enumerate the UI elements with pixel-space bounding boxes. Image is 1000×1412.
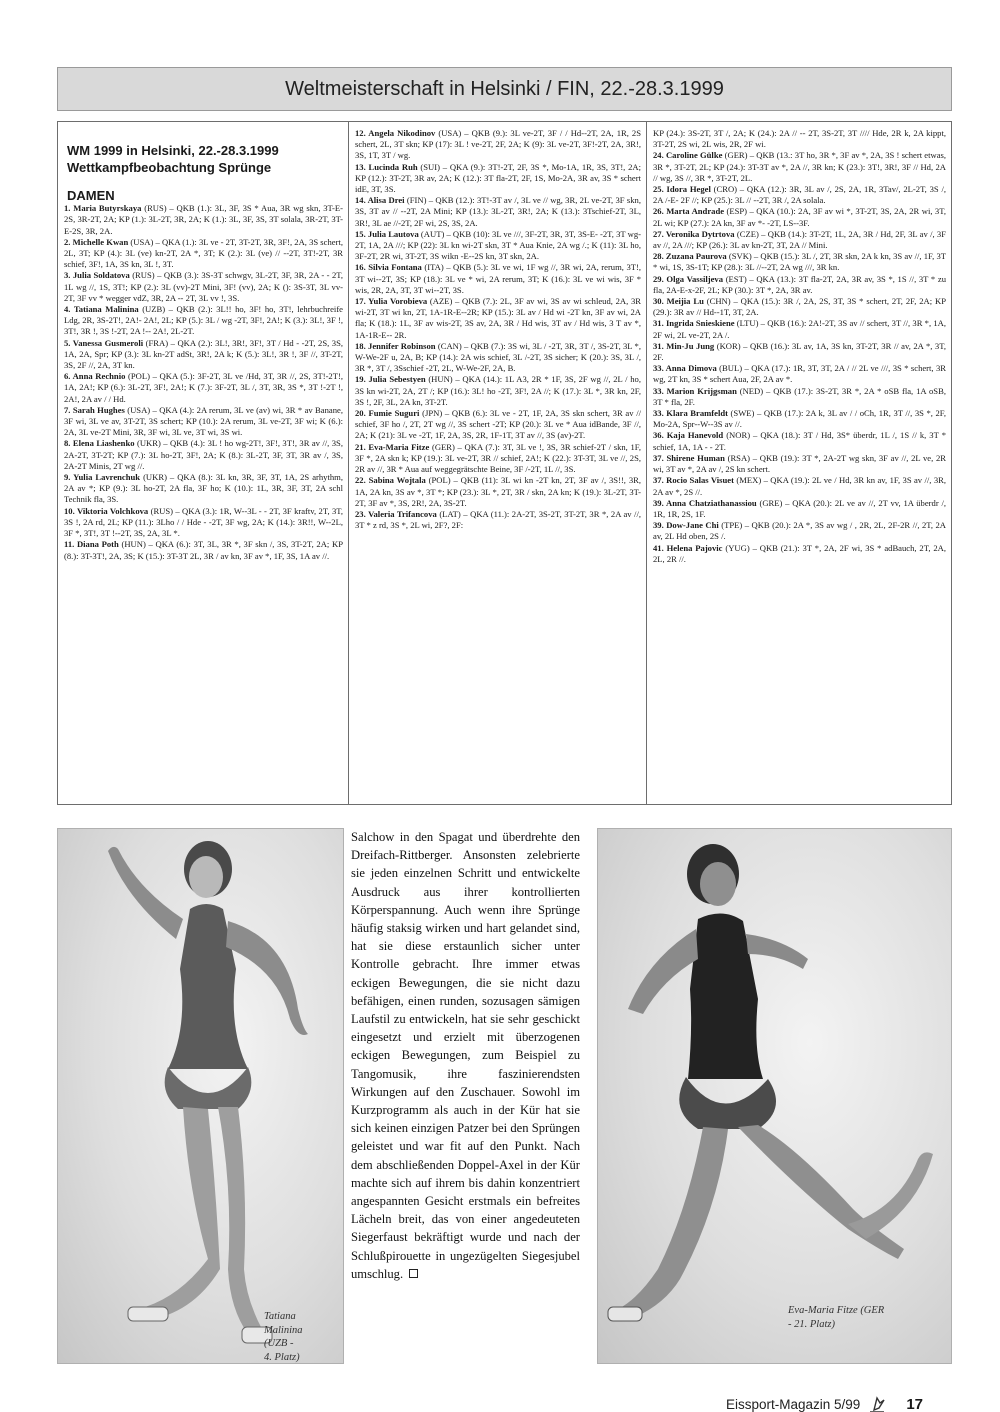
section-heading: DAMEN (67, 188, 115, 203)
result-entry (355, 509, 641, 531)
result-entry (355, 262, 641, 296)
result-entry (355, 162, 641, 196)
skater-name: 23. Valeria Trifancova (355, 508, 437, 519)
skater-name: 3. Julia Soldatova (64, 270, 130, 281)
jump-notes: QKA (6.): 3T, 3L, 3R *, 3F skn /, 3S, 3T-2T, 2A; KP (8.): 3T-3T!, 2A, 3S; K (15.): 3T-3T 2L, 3R / av kn, 3F av *, 1F, 3S, 1A av //. (64, 539, 343, 561)
skater-name: 17. Yulia Vorobieva (355, 296, 428, 307)
jump-notes: QKB (9.): 3L ve-2T, 3F / / Hd--2T, 2A, 1R, 2S schert, 2L, 3T skn; KP (17): 3L ! ve-2T, 2F, 2A; K (9): 3L ve-2T, 3F!-2T, 2A, 3R!, 3S, 1T, 3T / wg. (355, 128, 641, 161)
skater-nation: (LAT) – (436, 508, 471, 519)
jump-notes: QKB (21.): 3T *, 2A, 2F wi, 3S * adBauch, 2T, 2A, 2L, 2R //. (653, 542, 947, 564)
jump-notes: QKB (16.): 2A!-2T, 3S av // schert, 3T //, 3R *, 1A, 2F wi, 2L ve-2T, 2A /. (653, 318, 946, 340)
skater-name: 37. Rocio Salas Visuet (653, 475, 734, 486)
jump-notes: QKA (4.): 2A rerum, 3L ve (av) wi, 3R * av Banane, 3F wi, 3L ve av, 3T-2T, 3S schert; KP (10.): 2A rerum, 3L ve-2T, 3F wi; K (6.): 2A, 3L ve-2T Mini, 3R, 3F wi, 3L ve, 3T wi, 3S wi. (64, 404, 343, 438)
result-entry (653, 184, 946, 206)
result-entry (355, 195, 641, 229)
skater-nation: (POL) – (125, 371, 160, 382)
skater-nation: (GRE) – (756, 497, 793, 508)
jump-notes: QKB (14.): 3T-2T, 1L, 2A, 3R / Hd, 2F, 3L av /, 3F av //, 2A ///; KP (26.): 3L av kn-2T, 3T, 2A // Mini. (653, 228, 946, 251)
result-entry (355, 296, 641, 341)
skater-photo-left (57, 828, 344, 1364)
skater-name: 15. Julia Lautova (355, 228, 419, 239)
skater-nation: (AZE) – (427, 296, 463, 307)
skater-name: 30. Meijia Lu (653, 296, 704, 307)
jump-notes: QKB (16.): 3L av, 1A, 3S kn, 3T-2T, 3R // av, 2A *, 3T, 2F. (653, 340, 946, 363)
skater-nation: (NOR) – (723, 430, 761, 441)
skater-nation: (CRO) – (710, 184, 747, 195)
result-entry (653, 386, 946, 408)
result-entry (64, 270, 343, 304)
skater-nation: (KOR) – (714, 340, 750, 351)
result-entry (653, 150, 946, 184)
skater-name: 31. Ingrida Snieskiene (653, 318, 735, 329)
jump-notes: QKA (19.): 2L ve / Hd, 3R kn av, 1F, 3S av //, 3R, 2A av *, 2S //. (653, 475, 946, 497)
page-header (57, 67, 952, 111)
article-body: Salchow in den Spagat und überdrehte den Dreifach-Rittberger. Ansonsten zelebrierte sie jeden einzelnen Schritt und entwickelte Ausdruck aus ihrer kontrollierten Körperspannung. Auch wenn ihre Sprünge häufig staksig wirken und hart gelandet sind, hat sie diese erstaunlich sicher unter Kontrolle gebracht. Ihre immer etwas eckigen Bewegungen, die sie nicht dazu befähigen, einen runden, sozusagen sämigen Laufstil zu entwickeln, hat sie sehr geschickt eingesetzt und erzielt mit überzogenen eckigen Bewegungen, zum Beispiel zu Tangomusik, ihre faszinierendsten Wirkungen auf den Zuschauer. Sowohl im Kurzprogramm als auch in der Kür hat sie sich keinen einzigen Patzer bei den Sprüngen geleistet und war fit auf den Punkt. Nach dem abschließenden Doppel-Axel in der Kür machte sich auf ihrem bis dahin konzentriert angespannten Gesicht erstmals ein befreites Lächeln breit, das von einer angedeuteten Siegerfaust bekräftigt wurde und nach der Schlußpirouette in ungezügelten Siegesjubel umschlug. (351, 830, 580, 1281)
jump-notes: QKA (20.): 2L ve av //, 2T vv, 1A überdr /, 1R, 1R, 2S, 1F. (653, 497, 947, 519)
skater-nation: (GER) – (722, 150, 757, 161)
skater-name: 1. Maria Butyrskaya (64, 203, 142, 214)
result-entry (653, 251, 946, 273)
skater-figure-right (598, 829, 952, 1364)
result-entry (64, 472, 343, 506)
jump-notes: QKA (11.): 2A-2T, 3S-2T, 3T-2T, 3R *, 2A av //, 3T * z rd, 3S *, 2L wi, 2F?, 2F: (355, 508, 641, 531)
jump-notes: QKB (6.): 3L ve - 2T, 1F, 2A, 3S skn schert, 3R av // schief, 3F ho /, 2T, 2T wg //, 3S schert -2T; KP (20.): 3L ve * Aua idBande, 3F //, 2A; K (21): 3L ve -2T, 1F, 2A, 3S, 2R, 1F-1T, 3T av //, 3S (av)-2T. (355, 408, 642, 441)
skater-nation: (UZB) – (138, 304, 177, 315)
jump-notes: QKA (7.): 3T, 3L ve !, 3S, 3R schief-2T / skn, 1F, 3F *, 2A skn k; KP (19.): 3L ve-2T, 3R // schief, 2A!; K (22.): 3T-3T, 3L ve //, 2S, 2R av //, 3R * Aua auf weggegrätschte Beine, 3F /-2T, 1L //, 3S. (355, 441, 642, 475)
skater-nation: (NED) – (736, 385, 774, 396)
skater-name: 36. Kaja Hanevold (653, 430, 724, 441)
result-entry (653, 318, 946, 340)
results-title-line-1: WM 1999 in Helsinki, 22.-28.3.1999 (67, 143, 279, 158)
jump-notes: QKB (3.): 3S-3T schwgv, 3L-2T, 3F, 3R, 2A - - 2T, 1L wg //, 1S, 3T!; KP (2.): 3L (vv)-2T Mini, 3F! (vv), 2A; K (): 3S-3T, 3L vv-2T, 3F vv * wegger vdZ, 3R, 2A -- 2T, 3L vv !, 3S. (64, 270, 344, 303)
jump-notes: KP (24.): 3S-2T, 3T /, 2A; K (24.): 2A // -- 2T, 3S-2T, 3T //// Hde, 2R k, 2A kippt, 3T-2T, 2S wi, 2L wis, 2R, 2F wi. (653, 128, 946, 150)
result-entry (64, 338, 343, 372)
skater-name: 8. Elena Liashenko (64, 438, 135, 449)
results-column-3 (646, 122, 951, 804)
jump-notes: QKA (2.): 3L!, 3R!, 3F!, 3T / Hd - -2T, 2S, 3S, 1A, 2A, Spr; KP (3.): 3L kn-2T adSt, 3R!, 2A k; K (5.): 3L!, 3R !, 3F //, 3T-2T, 3S, 2F //, 2A, 3T kn. (64, 337, 344, 371)
skater-name: 9. Yulia Lavrenchuk (64, 472, 141, 483)
results-list-3 (653, 128, 946, 565)
skater-name: 26. Marta Andrade (653, 206, 725, 217)
result-entry (355, 408, 641, 442)
result-entry (64, 539, 343, 561)
skater-nation: (EST) – (723, 273, 757, 284)
results-column-2 (348, 122, 646, 804)
jump-notes: QKA (13.): 3T fla-2T, 2A, 3R av, 3S *, 1S //, 3T * zu fla, 2A-E-x-2F, 2L; KP (30.): 3T *, 2A, 3R av. (653, 273, 946, 295)
result-entry (653, 430, 946, 452)
skater-nation: (SWE) – (728, 408, 764, 419)
caption-line: (UZB - (264, 1338, 294, 1349)
skater-name: 14. Alisa Drei (355, 195, 405, 206)
skater-name: 33. Klara Bramfeldt (653, 408, 729, 419)
result-entry (355, 128, 641, 162)
skater-nation: (POL) – (425, 475, 461, 486)
skater-nation: (CAN) – (435, 340, 471, 351)
skater-name: 25. Idora Hegel (653, 184, 711, 195)
skater-name: 2. Michelle Kwan (64, 236, 129, 247)
skater-name: 20. Fumie Suguri (355, 408, 420, 419)
jump-notes: QKA (17.): 1R, 3T, 3T, 2A / // 2L ve ///, 3S * schert, 3R wg, 2T kn, 3S * schert Aua, 2F, 2A av *. (653, 363, 947, 385)
result-entry (653, 408, 946, 430)
result-entry (653, 363, 946, 385)
result-entry (64, 506, 343, 540)
skater-nation: (UKR) – (140, 472, 178, 483)
skater-name: 12. Angela Nikodinov (355, 128, 436, 138)
result-entry (64, 304, 343, 338)
skater-nation: (JPN) – (419, 408, 452, 419)
result-entry (64, 405, 343, 439)
caption-line: - 21. Platz) (788, 1318, 835, 1330)
skater-nation: (FRA) – (143, 337, 178, 348)
result-entry (653, 274, 946, 296)
photo-caption-right (788, 1304, 948, 1331)
skater-name: 19. Julia Sebestyen (355, 374, 426, 385)
jump-notes: QKA (1.): 3L ve - 2T, 3T-2T, 3R, 3F!, 2A, 3S schert, 2L, 3T; KP (4.): 3L (ve) kn-2T, 2A *, 3T; K (2.): 3L (ve) // --2T, 3T!-2T, 3R schief, 3F!, 1A, 3S kn, 3L !, 3T. (64, 236, 343, 270)
result-entry (653, 341, 946, 363)
article-text (351, 828, 580, 1283)
jump-notes: QKB (10): 3L ve ///, 3F-2T, 3R, 3T, 3S-E- -2T, 3T wg-2T, 1A, 2A ///; KP (22): 3L kn wi-2T skn, 3T * Aua Knie, 2A wg /.; K (11): 3L ho, 3F-2T, 2R wi, 3T-2T, 3S wikn -E--2S kn, 3T skn, 2A. (355, 228, 642, 262)
skater-name: 5. Vanessa Gusmeroli (64, 337, 144, 348)
results-title-line-2: Wettkampfbeobachtung Sprünge (67, 160, 272, 175)
skater-name: 33. Marion Krijgsman (653, 385, 737, 396)
skater-name: 24. Caroline Gülke (653, 150, 723, 161)
results-list-2 (355, 128, 641, 531)
skater-nation: (HUN) – (118, 539, 156, 550)
caption-line: 4. Platz) (264, 1351, 300, 1363)
result-entry (64, 203, 343, 237)
skater-nation: (ESP) – (724, 206, 757, 217)
jump-notes: QKB (17.): 2A k, 3L av / / oCh, 1R, 3T //, 3S *, 2F, Mo-2A, Spr--W--3S av //. (653, 408, 947, 430)
skater-nation: (SVK) – (726, 251, 761, 262)
jump-notes: QKA (12.): 3R, 3L av /, 2S, 2A, 1R, 3Tav/, 2L-2T, 3S /, 2A /-E- 2F //; KP (25.): 3L // --2T, 3R /, 2A solala. (653, 184, 946, 206)
result-entry (64, 237, 343, 271)
result-entry (355, 442, 641, 476)
results-list-1 (64, 203, 343, 562)
skater-name: 18. Jennifer Robinson (355, 340, 436, 351)
result-entry (64, 438, 343, 472)
skater-name: 37. Shirene Human (653, 452, 725, 463)
jump-notes: QKB (15.): 3L /, 2T, 3R skn, 2A k kn, 3S av //, 1F, 3T * wi, 1S, 3S-1T; KP (28.): 3L //--2T, 2A wg ///, 3R kn. (653, 251, 946, 273)
result-entry (653, 475, 946, 497)
caption-line: Malinina (264, 1324, 303, 1336)
skater-photo-right (597, 828, 952, 1364)
jump-notes: QKB (7.): 3S wi, 3L / -2T, 3R, 3T /, 3S-2T, 3L *, W-We-2F u, 2A, B; KP (14.): 2A wis schief, 3L /-2T, 3S sicher; K (20.): 3S, 3L /, 3R *, 3T /, 3Sschief -2T, 2L, W-We-2F, 2A, B. (355, 340, 641, 374)
jump-notes: QKB (7.): 2L, 3F av wi, 3S av wi schleud, 2A, 3R wi-2T, 3T wi kn, 2T, 1A-1R-E--2R; KP (15.): 3L av / Hd wi -2T kn, 3F av wi, 2A fla; K (18.): 1L, 3F av wis-2T, 3S av, 2A, 3R / Hd wis, 3T av / Hd wis, 3 T av *, 1A-1R-E-- 2R. (355, 296, 641, 340)
skater-nation: (GER) – (429, 441, 465, 452)
skater-name: 16. Silvia Fontana (355, 262, 422, 273)
skater-nation: (USA) – (124, 404, 160, 415)
result-entry (653, 453, 946, 475)
jump-notes: QKA (15.): 3R /, 2A, 2S, 3T, 3S * schert, 2T, 2F, 2A; KP (29.): 3R av // Hd--1T, 3T, 2A. (653, 296, 946, 318)
skater-logo-icon (866, 1394, 888, 1412)
results-box (57, 121, 952, 805)
result-entry (64, 371, 343, 405)
page-number: 17 (906, 1395, 924, 1412)
jump-notes: QKB (11): 3L wi kn -2T kn, 2T, 3F av /, 3S!!, 3R, 1A, 2A kn, 3S av *, 3T *; KP (23.): 3L *, 2T, 3R / skn, 2A kn; K (19.): 3L-2T, 3T-2T, 3F av *, 3S, 2R!, 2A, 3S-2T. (355, 475, 642, 508)
jump-notes: QKB (17.): 3S-2T, 3R *, 2A * oSB fla, 1A oSB, 3T * fla, 2F. (653, 385, 946, 407)
skater-name: 7. Sarah Hughes (64, 404, 125, 415)
skater-nation: (AUT) – (418, 228, 453, 239)
skater-nation: (LTU) – (734, 318, 768, 329)
skater-nation: (MEX) – (733, 475, 771, 486)
skater-nation: (RSA) – (724, 452, 760, 463)
result-entry (653, 206, 946, 228)
skater-nation: (RUS) – (129, 270, 164, 281)
skater-figure-left (58, 829, 344, 1364)
jump-notes: QKA (8.): 3L kn, 3R, 3F, 3T, 1A, 2S arhythm, 2A av *; KP (9.): 3L ho-2T, 2A fla, 3F ho; K (10.): 1L, 3R, 3F, 3T, 2A schl Technik fla, 3S. (64, 472, 343, 505)
skater-nation: (BUL) – (716, 363, 752, 374)
caption-line: Tatiana (264, 1311, 296, 1322)
skater-name: 41. Helena Pajovic (653, 542, 723, 553)
skater-nation: (RUS) – (148, 505, 183, 516)
photo-caption-left (264, 1310, 334, 1364)
skater-name: 4. Tatiana Malinina (64, 304, 139, 315)
result-entry (355, 341, 641, 375)
skater-name: 13. Lucinda Ruh (355, 161, 418, 172)
page-title: Weltmeisterschaft in Helsinki / FIN, 22.-28.3.1999 (285, 77, 724, 100)
skater-name: 22. Sabina Wojtala (355, 475, 426, 486)
skater-name: 6. Anna Rechnio (64, 371, 126, 382)
magazine-name: Eissport-Magazin 5/99 (726, 1396, 861, 1412)
skater-name: 21. Eva-Maria Fitze (355, 441, 430, 452)
skater-nation: (CZE) – (734, 228, 768, 239)
jump-notes: QKB (19.): 3T *, 2A-2T wg skn, 3F av //, 2L ve, 2R wi, 3T av *, 2A av /, 2S kn schert. (653, 452, 946, 475)
skater-nation: (CHN) – (703, 296, 741, 307)
skater-nation: (TPE) – (718, 520, 752, 531)
caption-line: Eva-Maria Fitze (GER (788, 1305, 885, 1316)
result-entry (355, 374, 641, 408)
jump-notes: QKA (14.): 1L A3, 2R * 1F, 3S, 2F wg //, 2L / ho, 3S kn wi-2T, 2A, 2T /; KP (16.): 3L! ho -2T, 3F!, 2A //; K (17.): 3L *, 3R kn, 2F, 3S !, 2F, 3L, 2A kn, 3T-2T. (355, 374, 641, 407)
skater-nation: (UKR) – (134, 438, 170, 449)
skater-name: 31. Min-Ju Jung (653, 340, 715, 351)
result-entry (653, 229, 946, 251)
skater-name: 28. Zuzana Paurova (653, 251, 727, 262)
jump-notes: QKB (13.: 3T ho, 3R *, 3F av *, 2A, 3S ! schert etwas, 3R *, 3T-2T, 2L; KP (24.): 3T-3T av *, 2A //, 3R kn; K (23.): 3T!, 3R!, 3F // Hd, 2A // wg, 3S //, 3R *, 3T-2T, 2L. (653, 150, 947, 183)
result-entry (653, 498, 946, 520)
jump-notes: QKA (10.): 2A, 3F av wi *, 3T-2T, 3S, 2A, 2R wi, 3T, 2L wi; KP (27.): 2A kn, 3F av *- -2T, LS--3F. (653, 206, 946, 228)
jump-notes: QKB (12.): 3T!-3T av /, 3L ve // wg, 3R, 2L ve-2T, 3F skn, 3S, 3T av // --2T, 2A Mini; KP (13.): 3L-2T, 3R!, 2A; K (13.): 3Tschief-2T, 3L, 3R!, 3L ae //-2T, 2F wi, 2S, 3S, 2A. (355, 195, 641, 228)
page-footer (726, 1394, 923, 1412)
results-column-1 (58, 122, 348, 804)
skater-name: 39. Anna Chatziathanassiou (653, 497, 757, 508)
skater-nation: (USA) – (128, 236, 162, 247)
skater-nation: (SUI) – (417, 161, 450, 172)
jump-notes: QKB (5.): 3L ve wi, 1F wg //, 3R wi, 2A, rerum, 3T!, 3T wi--2T, 3S; KP (18.): 3L ve * wi, 2A rerum, 3T; K (16.): 3L ve wi wis, 3F * wis, 2R, 2A, 3T, 3T wi--2T, 3S. (355, 262, 642, 295)
skater-nation: (ITA) – (421, 262, 454, 273)
skater-name: 11. Diana Poth (64, 539, 119, 550)
skater-name: 29. Olga Vassiljeva (653, 273, 724, 284)
skater-nation: (RUS) – (141, 203, 177, 214)
skater-name: 33. Anna Dimova (653, 363, 717, 374)
result-entry (355, 475, 641, 509)
result-entry (355, 229, 641, 263)
end-mark-icon (409, 1269, 418, 1278)
skater-name: 27. Veronika Dytrtova (653, 228, 735, 239)
skater-nation: (YUG) – (722, 542, 760, 553)
result-entry (653, 296, 946, 318)
skater-nation: (USA) – (435, 128, 472, 138)
result-entry (653, 520, 946, 542)
skater-name: 10. Viktoria Volchkova (64, 505, 149, 516)
results-title (67, 142, 343, 176)
result-entry (653, 128, 946, 150)
jump-notes: QKA (3.): 1R, W--3L - - 2T, 3F kraftv, 2T, 3T, 3S !, 2A rd, 2L; KP (11.): 3Lho / / Hde - -2T, 3F wg, 2A; K (14.): 3R!!, W--2L, 3F *, 3T!, 3T !--2T, 3S, 2A, 3L *. (64, 505, 344, 539)
result-entry (653, 543, 946, 565)
jump-notes: QKB (2.): 3L!! ho, 3F! ho, 3T!, lehrbuchreife Ldg, 2R, 3S-2T!, 2A!- 2A!, 2L; KP (5.): 3L / wg -2T, 3F!, 2A!; K (3.): 3L!, 3F !, 3T!, 3R !, 3S !-2T, 2A !-- 2A!, 2L-2T. (64, 304, 343, 337)
skater-name: 39. Dow-Jane Chi (653, 520, 719, 531)
skater-nation: (HUN) – (425, 374, 463, 385)
jump-notes: QKA (9.): 3T!-2T, 2F, 3S *, Mo-1A, 1R, 3S, 3T!, 2A; KP (12.): 3T-2T, 3R av, 2A; K (12.): 3T fla-2T, 2F, 1S, Mo-2A, 3R av, 3S * schert idE, 3T, 3S. (355, 161, 641, 195)
jump-notes: QKB (20.): 2A *, 3S av wg / , 2R, 2L, 2F-2R //, 2T, 2A av, 2L Hd oben, 2S /. (653, 520, 946, 542)
skater-nation: (FIN) – (404, 195, 436, 206)
jump-notes: QKB (4.): 3L ! ho wg-2T!, 3F!, 3T!, 3R av //, 3S, 2A-2T, 3T-2T; KP (7.): 3L ho-2T, 3F!, 2A; K (8.): 3L-2T, 3F, 3T, 3R av /, 3S, 2A-2T Minis, 2T wg //. (64, 438, 343, 471)
jump-notes: QKA (5.): 3F-2T, 3L ve /Hd, 3T, 3R //, 2S, 3T!-2T!, 1A, 2A!; KP (6.): 3L-2T, 3F!, 2A!; K (7.): 3F-2T, 3L /, 3T, 3R, 3S *, 3T !-2T !, 2A!, 2A av / / Hd. (64, 371, 343, 404)
jump-notes: QKB (1.): 3L, 3F, 3S * Aua, 3R wg skn, 3T-E-2S, 3R-2T, 2A; KP (1.): 3L-2T, 3R, 2A; K (1.): 3L, 3F, 3S, 3T solala, 3R-2T, 3T-E-2S, 3R, 2A. (64, 203, 343, 236)
jump-notes: QKA (18.): 3T / Hd, 3S* überdr, 1L /, 1S // k, 3T * schief, 1A, 1A - - 2T. (653, 430, 946, 452)
